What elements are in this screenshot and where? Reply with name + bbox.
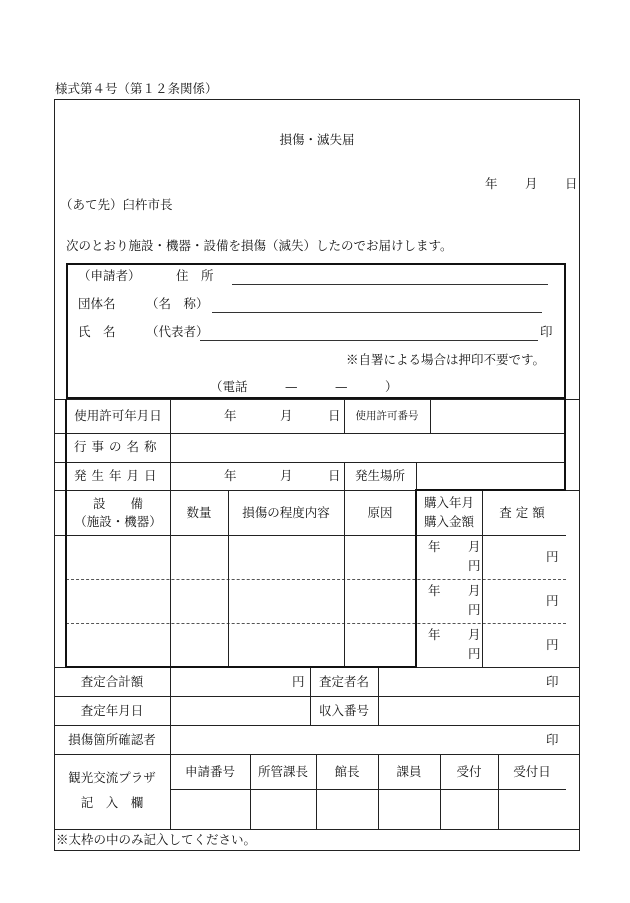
event-name-text: 行事の名称 xyxy=(74,439,162,454)
thick-border xyxy=(65,666,417,668)
grid-line xyxy=(378,667,379,725)
grid-line xyxy=(430,399,431,433)
occurrence-date-label: 発生年月日 xyxy=(74,468,162,483)
cause-header: 原因 xyxy=(367,505,393,520)
total-label: 査定合計額 xyxy=(80,674,144,689)
applicant-heading: （申請者） xyxy=(78,268,141,283)
plaza-header-director: 館長 xyxy=(334,764,360,779)
name-label: 氏 名 xyxy=(78,324,116,339)
date-day: 日 xyxy=(565,176,578,191)
address-field[interactable] xyxy=(232,284,548,285)
occurrence-year: 年 xyxy=(224,468,237,483)
event-name-label xyxy=(74,441,162,454)
assessor-seal: 印 xyxy=(546,674,559,689)
purchase-year: 年 xyxy=(428,627,441,642)
purchase-header-sub: 購入金額 xyxy=(423,514,474,529)
grid-line xyxy=(54,535,416,536)
grid-line xyxy=(54,433,566,434)
damage-header: 損傷の程度内容 xyxy=(242,505,330,520)
occurrence-day: 日 xyxy=(328,468,341,483)
seal-mark: 印 xyxy=(540,324,553,339)
total-yen: 円 xyxy=(292,674,305,689)
receipt-label: 収入番号 xyxy=(318,703,369,718)
assessed-yen: 円 xyxy=(546,637,559,652)
plaza-header-application-no: 申請番号 xyxy=(184,764,235,779)
grid-line xyxy=(54,725,580,726)
purchase-year: 年 xyxy=(428,583,441,598)
form-number: 様式第４号（第１２条関係） xyxy=(55,81,218,96)
phone-field[interactable]: （電話 — — ） xyxy=(210,379,398,394)
group-label: 団体名 xyxy=(78,296,116,311)
group-sub-label: （名 称） xyxy=(146,296,209,311)
intro-text: 次のとおり施設・機器・設備を損傷（滅失）したのでお届けします。 xyxy=(66,238,453,253)
purchase-year: 年 xyxy=(428,539,441,554)
grid-line xyxy=(54,399,580,400)
grid-line xyxy=(416,462,417,490)
purchase-yen: 円 xyxy=(468,558,481,573)
grid-line xyxy=(416,535,566,536)
grid-line xyxy=(170,789,566,790)
date-month: 月 xyxy=(525,176,538,191)
permit-year: 年 xyxy=(224,408,237,423)
equipment-header: 設 備 xyxy=(92,496,143,511)
purchase-month: 月 xyxy=(468,627,481,642)
purchase-month: 月 xyxy=(468,539,481,554)
confirmer-label: 損傷箇所確認者 xyxy=(68,732,156,747)
assessed-yen: 円 xyxy=(546,549,559,564)
permit-date-label: 使用許可年月日 xyxy=(74,408,162,423)
grid-line xyxy=(54,462,566,463)
group-name-field[interactable] xyxy=(212,312,542,313)
permit-month: 月 xyxy=(280,408,293,423)
grid-line xyxy=(170,667,171,829)
thick-border xyxy=(65,399,67,667)
assessor-label: 査定者名 xyxy=(318,674,369,689)
grid-line xyxy=(54,696,580,697)
assessed-header: 査定額 xyxy=(499,505,549,520)
footnote: ※太枠の中のみ記入してください。 xyxy=(56,832,257,847)
confirmer-seal: 印 xyxy=(546,732,559,747)
date-year: 年 xyxy=(485,176,498,191)
plaza-header-reception-date: 受付日 xyxy=(513,764,551,779)
assessed-yen: 円 xyxy=(546,593,559,608)
dashed-line xyxy=(66,623,566,624)
plaza-header-section-chief: 所管課長 xyxy=(257,764,308,779)
grid-line xyxy=(54,829,580,830)
plaza-header-reception: 受付 xyxy=(456,764,482,779)
signature-note: ※自署による場合は押印不要です。 xyxy=(346,352,546,367)
grid-line xyxy=(170,399,171,491)
purchase-yen: 円 xyxy=(468,602,481,617)
form-title: 損傷・滅失届 xyxy=(279,132,355,147)
grid-line xyxy=(54,754,580,755)
plaza-label: 観光交流プラザ xyxy=(68,770,156,785)
purchase-header: 購入年月 xyxy=(423,495,474,510)
address-label: 住 所 xyxy=(176,268,214,283)
quantity-header: 数量 xyxy=(186,505,212,520)
plaza-header-staff: 課員 xyxy=(396,764,422,779)
assess-date-label: 査定年月日 xyxy=(80,703,144,718)
equipment-header-sub: （施設・機器） xyxy=(74,514,162,529)
permit-number-label: 使用許可番号 xyxy=(355,410,419,422)
thick-border xyxy=(564,399,566,491)
representative-field[interactable] xyxy=(200,340,538,341)
purchase-yen: 円 xyxy=(468,646,481,661)
purchase-month: 月 xyxy=(468,583,481,598)
permit-day: 日 xyxy=(328,408,341,423)
addressee: （あて先）臼杵市長 xyxy=(60,197,173,212)
occurrence-place-label: 発生場所 xyxy=(354,468,405,483)
thick-border xyxy=(415,489,566,491)
name-sub-label: （代表者） xyxy=(146,324,209,339)
plaza-label-sub: 記 入 欄 xyxy=(80,795,144,810)
occurrence-month: 月 xyxy=(280,468,293,483)
dashed-line xyxy=(66,579,566,580)
